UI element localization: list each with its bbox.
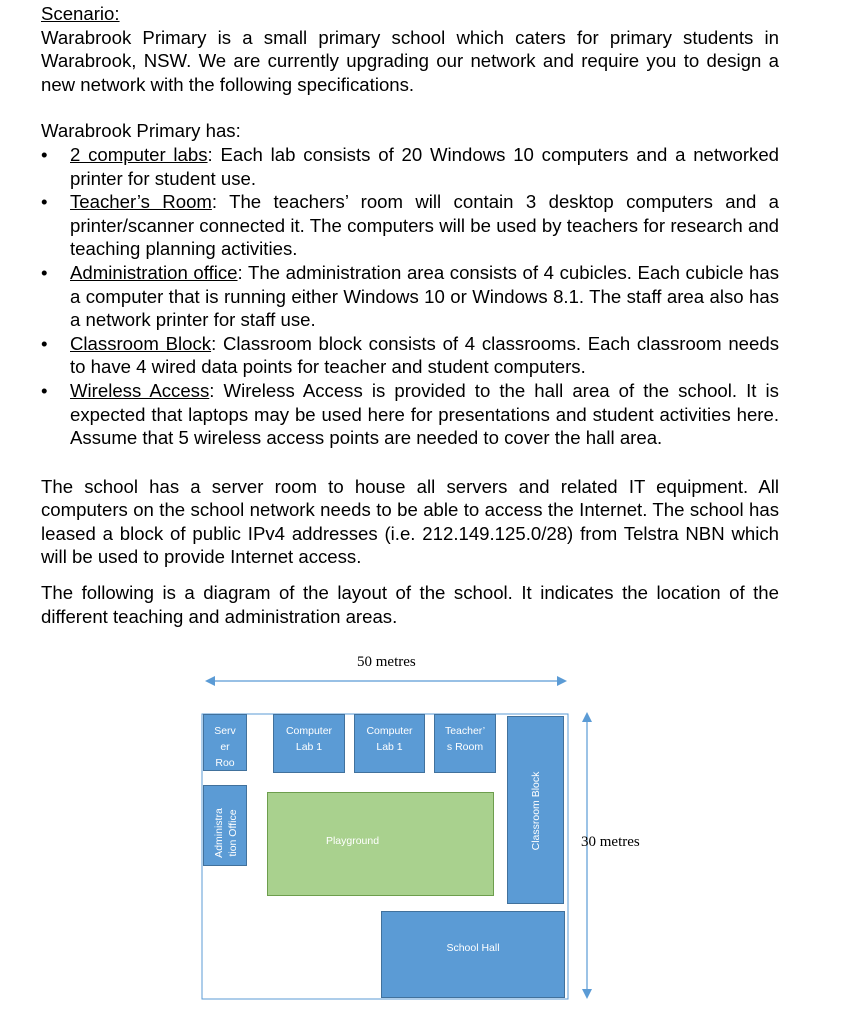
height-label: 30 metres bbox=[581, 834, 640, 850]
computer-lab-1 bbox=[273, 714, 345, 773]
list-item-text: : The teachers’ room will contain 3 desktop computers and a printer/scanner connected it. The computers will be used by teachers for research and teaching planning activities. bbox=[70, 191, 779, 260]
list-item-label: 2 computer labs bbox=[70, 143, 208, 165]
height-arrow bbox=[582, 712, 592, 999]
server-room bbox=[203, 714, 247, 771]
width-label: 50 metres bbox=[357, 654, 416, 670]
server-room-label-2: er bbox=[220, 741, 230, 753]
server-room-label-3: Roo bbox=[215, 757, 235, 769]
list-item-text: : Classroom block consists of 4 classrooms. Each classroom needs to have 4 wired data points for teacher and student computers. bbox=[70, 332, 780, 378]
lab2-label-1: Computer bbox=[366, 725, 413, 737]
layout-paragraph: The following is a diagram of the layout of the school. It indicates the location of the different teaching and administration areas. bbox=[41, 582, 779, 627]
teacher-label-2: s Room bbox=[446, 741, 484, 753]
classroom-block bbox=[507, 716, 564, 904]
classroom-block-label: Classroom Block bbox=[530, 771, 542, 851]
lab1-label-1: Computer bbox=[285, 725, 333, 737]
lab1-label-2: Lab 1 bbox=[295, 741, 323, 753]
school-hall-label: School Hall bbox=[446, 942, 500, 954]
scenario-intro: Warabrook Primary is a small primary school which caters for primary students in Warabrook, NSW. We are currently upgrading our network and require you to design a new network with the following specifications. bbox=[41, 26, 779, 95]
list-item-label: Classroom Block bbox=[70, 332, 212, 354]
playground bbox=[267, 792, 494, 896]
list-item-text: : Wireless Access is provided to the hall area of the school. It is expected that laptops may be used here for presentations and student activities here. Assume that 5 wireless access points are needed to cover the hall area. bbox=[70, 379, 779, 449]
admin-label-1: Administra bbox=[213, 808, 225, 858]
lab2-label-2: Lab 1 bbox=[376, 741, 403, 753]
bullet-icon: • bbox=[41, 143, 48, 165]
server-room-label-1: Serv bbox=[214, 725, 236, 737]
teacher-label-1: Teacher’ bbox=[444, 725, 486, 737]
list-item-label: Wireless Access bbox=[70, 379, 210, 401]
bullet-icon: • bbox=[41, 379, 48, 401]
teachers-room bbox=[434, 714, 496, 773]
bullet-icon: • bbox=[41, 261, 48, 283]
has-heading: Warabrook Primary has: bbox=[41, 120, 241, 142]
server-paragraph: The school has a server room to house all servers and related IT equipment. All computers on the school network needs to be able to access the Internet. The school has leased a block of public IPv4 addresses (i.e. 212.149.125.0/28) from Telstra NBN which will be used to provide Internet access. bbox=[41, 475, 779, 568]
list-item-text: : Each lab consists of 20 Windows 10 computers and a networked printer for student use. bbox=[70, 143, 780, 189]
playground-label: Playground bbox=[325, 835, 380, 847]
admin-label-2: tion Office bbox=[227, 809, 239, 857]
school-hall bbox=[381, 911, 565, 998]
computer-lab-2 bbox=[354, 714, 425, 773]
width-arrow bbox=[205, 676, 567, 686]
bullet-icon: • bbox=[41, 332, 48, 354]
list-item-label: Administration office bbox=[70, 261, 238, 283]
list-item-label: Teacher’s Room bbox=[70, 191, 212, 213]
bullet-icon: • bbox=[41, 191, 48, 213]
list-item-text: : The administration area consists of 4 cubicles. Each cubicle has a computer that is running either Windows 10 or Windows 8.1. The staff area also has a network printer for staff use. bbox=[70, 261, 779, 331]
scenario-heading: Scenario: bbox=[41, 3, 120, 24]
administration-office bbox=[203, 785, 247, 866]
